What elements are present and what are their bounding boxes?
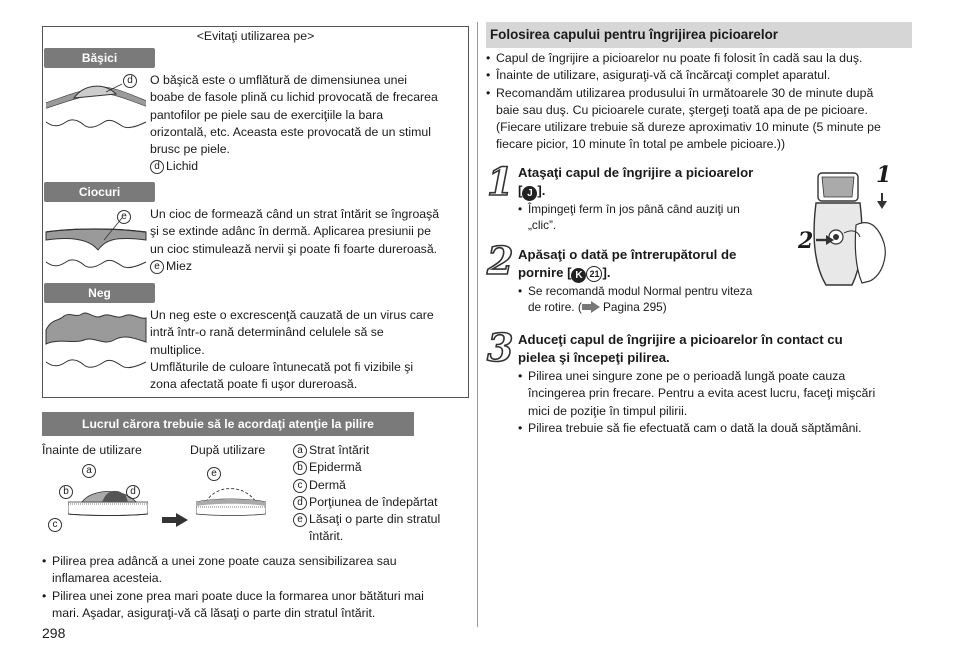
wart-description: Un neg este o excrescenţă cauzată de un virus care intră într-o rană determinând celulele să se multiplice. Umflăturile de culoare întunecată pot fi vizibile şi zona afectată poate fi uşor dureroasă. xyxy=(150,308,434,392)
column-divider xyxy=(477,22,478,627)
foot-care-device-illustration xyxy=(796,165,916,295)
legend-item: e Lăsaţi o parte din stratul xyxy=(293,511,463,528)
section-bar-ciocuri: Ciocuri xyxy=(44,182,155,202)
bullet-item: • Pilirea unei singure zone pe o perioadă lungă poate cauza încingerea prin frecare. Pentru a evita acest lucru, faceţi mişcări mici de poziţie în timpul pilirii. xyxy=(518,368,918,420)
step-number-2: 2 xyxy=(487,238,514,283)
step2-heading: Apăsaţi o dată pe întrerupătorul de pornire [ K 21 ]. xyxy=(518,247,737,281)
marker-d: d xyxy=(126,485,140,499)
after-label: După utilizare xyxy=(190,443,266,457)
marker-b: b xyxy=(59,485,73,499)
bullet-item: • Înainte de utilizare, asiguraţi-vă că încărcaţi complet aparatul. xyxy=(486,67,916,84)
step-number-1: 1 xyxy=(487,159,514,204)
corn-illustration xyxy=(44,210,148,280)
right-header: Folosirea capului pentru îngrijirea picioarelor xyxy=(486,22,912,48)
legend-item: întărit. xyxy=(309,529,344,544)
page-number: 298 xyxy=(42,625,66,641)
bullet-item: • Recomandăm utilizarea produsului în următoarele 30 de minute după baie sau duş. Cu picioarele curate, ştergeţi toată apa de pe picioare. (Fiecare utilizare trebuie să dureze aproximativ 10 minute (5 minute pe fiecare picior, 10 minute în total pe ambele picioare.)) xyxy=(486,85,916,154)
blister-description: O băşică este o umflătură de dimensiunea unei boabe de fasole plină cu lichid provocată de frecarea pantofilor pe piele sau de exerciţiile la bara orizontală, etc. Aceasta este provocată de un stimul brusc pe piele. d Lichid xyxy=(150,73,438,174)
section-bar-neg: Neg xyxy=(44,283,155,303)
marker-e: e xyxy=(207,467,221,481)
corn-description: Un cioc de formează când un strat întărit se îngroaşă şi se extinde adânc în dermă. Aplicarea presiunii pe un cioc stimulează nervii şi poate fi foarte dureroasă. e Miez xyxy=(150,207,440,273)
legend-item: b Epidermă xyxy=(293,459,463,476)
step3-bullets xyxy=(518,368,918,437)
part-21-ring: 21 xyxy=(586,266,602,282)
legend-list xyxy=(293,442,463,546)
marker-a: a xyxy=(82,464,96,478)
label-e-marker: e xyxy=(117,210,131,224)
legend-item: c Dermă xyxy=(293,477,463,494)
step3-heading: Aduceţi capul de îngrijire a picioarelor în contact cu pielea şi începeţi pilirea. xyxy=(518,332,843,365)
page-ref-link[interactable]: Pagina 295) xyxy=(603,300,667,314)
before-label: Înainte de utilizare xyxy=(42,443,142,457)
arrow-right-icon xyxy=(162,513,188,527)
step-number-3: 3 xyxy=(487,325,514,370)
legend-item: a Strat întărit xyxy=(293,442,463,459)
bullet-item: • Pilirea prea adâncă a unei zone poate cauza sensibilizarea sau inflamarea acesteia. xyxy=(42,553,462,588)
avoid-box-header: <Evitaţi utilizarea pe> xyxy=(196,29,315,43)
part-j-badge: J xyxy=(522,186,537,201)
wart-illustration xyxy=(44,308,148,378)
figure-label-2: 2 xyxy=(798,228,814,254)
figure-label-1: 1 xyxy=(876,162,892,188)
label-d-marker: d xyxy=(123,74,137,88)
marker-c: c xyxy=(48,518,62,532)
bullet-item: • Capul de îngrijire a picioarelor nu poate fi folosit în cadă sau la duş. xyxy=(486,50,916,67)
intro-bullets xyxy=(486,50,916,154)
section-bar-basici: Băşici xyxy=(44,48,155,68)
after-diagram xyxy=(196,478,266,528)
bullet-item: • Pilirea unei zone prea mari poate duce la formarea unor bătături mai mari. Aşadar, asiguraţi-vă că lăsaţi o parte din stratul întărit. xyxy=(42,588,462,623)
care-bullets xyxy=(42,553,462,622)
care-header: Lucrul cărora trebuie să le acordaţi atenţie la pilire xyxy=(42,412,414,436)
step1-note: • Împingeţi ferm în jos până când auziţi un „clic”. xyxy=(518,201,788,233)
part-k-badge: K xyxy=(571,268,586,283)
page-ref-arrow-icon xyxy=(582,301,600,317)
bullet-item: • Pilirea trebuie să fie efectuată cam o dată la două săptămâni. xyxy=(518,420,918,437)
step1-heading: Ataşaţi capul de îngrijire a picioarelor [ J ]. xyxy=(518,165,754,199)
step2-note: • Se recomandă modul Normal pentru viteza de rotire. ( Pagina 295) xyxy=(518,283,798,317)
legend-item: d Porţiunea de îndepărtat xyxy=(293,494,463,511)
